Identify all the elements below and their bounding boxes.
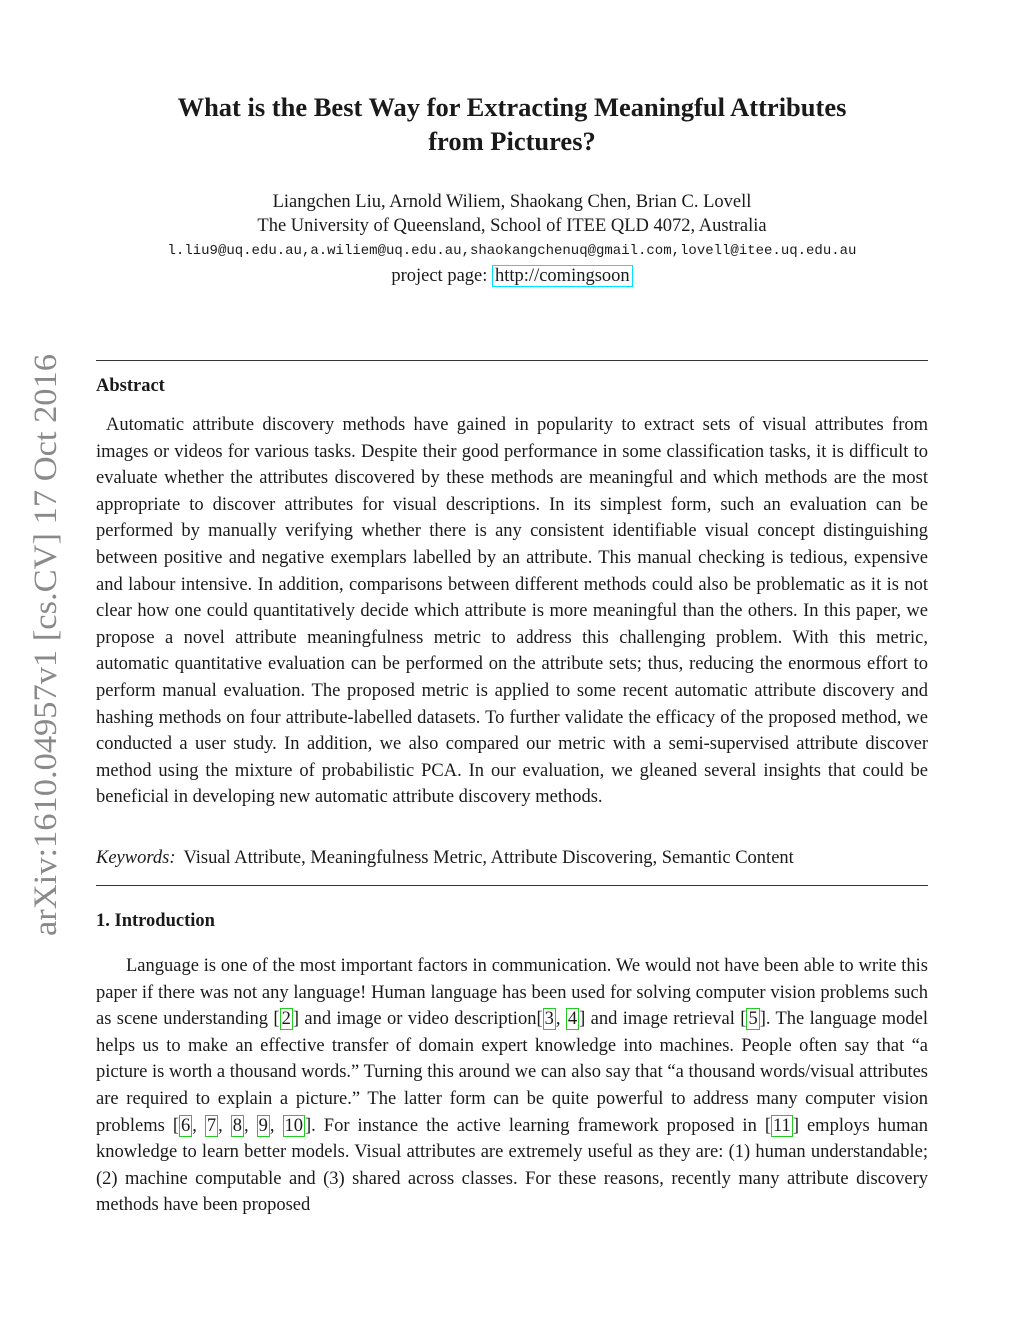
project-page bbox=[100, 264, 924, 288]
intro-text: ] employs human knowledge to learn better models. Visual attributes are extremely useful as they are: (1) human understandable; (2) machine computable and (3) shared across classes. For these reasons, recently many attribute discovery methods have been proposed bbox=[96, 1115, 929, 1216]
author-list: Liangchen Liu, Arnold Wiliem, Shaokang Chen, Brian C. Lovell bbox=[272, 192, 752, 212]
citation-link[interactable]: 2 bbox=[281, 1009, 291, 1030]
intro-text: ]. The language model helps us to make an effective transfer of domain expert knowledge into machines. People often say that “a picture is worth a thousand words.” Turning this around we can also say that “a thousand words/visual attributes are required to explain a picture.” The latter form can be quite powerful to address many computer vision problems [ bbox=[96, 1009, 929, 1136]
citation-link[interactable]: 5 bbox=[748, 1009, 758, 1030]
citation-link[interactable]: 6 bbox=[181, 1115, 191, 1136]
title-line-2: from Pictures? bbox=[428, 126, 596, 156]
citation-link[interactable]: 9 bbox=[258, 1115, 268, 1136]
citation-link[interactable]: 4 bbox=[567, 1009, 578, 1030]
project-label: project page: bbox=[391, 266, 493, 286]
introduction-heading: 1. Introduction bbox=[96, 911, 215, 931]
bottom-divider bbox=[96, 885, 928, 886]
arxiv-stamp-text: arXiv:1610.04957v1 [cs.CV] 17 Oct 2016 bbox=[28, 378, 64, 936]
citation-link[interactable]: 10 bbox=[284, 1115, 304, 1136]
abstract-body: Automatic attribute discovery methods have gained in popularity to extract sets of visual attributes from images or videos for various tasks. Despite their good performance in some classification tasks, it is difficult to evaluate whether the attributes discovered by these methods are meaningful and which methods are the most appropriate to discover attributes for visual descriptions. In its simplest form, such an evaluation can be performed by manually verifying whether there is any consistent identifiable visual concept distinguishing between positive and negative exemplars labelled by an attribute. This manual checking is tedious, expensive and labour intensive. In addition, comparisons between different methods could also be problematic as it is not clear how one could quantitatively decide which attribute is more meaningful than the others. In this paper, we propose a novel attribute meaningfulness metric to address this challenging problem. With this metric, automatic quantitative evaluation can be performed on the attribute sets; thus, reducing the enormous effort to perform manual evaluation. The proposed metric is applied to some recent automatic attribute discovery and hashing methods on four attribute-labelled datasets. To further validate the efficacy of the proposed method, we conducted a user study. In addition, we also compared our metric with a semi-supervised attribute discover method using the mixture of probabilistic PCA. In our evaluation, we gleaned several insights that could be beneficial in developing new automatic attribute discovery methods. bbox=[96, 415, 928, 808]
keywords-line bbox=[96, 845, 928, 871]
intro-text: ] and image retrieval [ bbox=[579, 1009, 747, 1030]
introduction-body bbox=[96, 953, 928, 1219]
title-line-1: What is the Best Way for Extracting Meaningful Attributes bbox=[177, 92, 847, 122]
abstract-heading: Abstract bbox=[96, 376, 165, 396]
keywords-label: Keywords: bbox=[96, 848, 176, 868]
intro-text: , bbox=[218, 1115, 231, 1136]
citation-link[interactable]: 11 bbox=[772, 1115, 791, 1136]
intro-text: ] and image or video description[ bbox=[292, 1009, 543, 1030]
intro-text: , bbox=[269, 1115, 283, 1136]
intro-text: , bbox=[244, 1115, 257, 1136]
arxiv-stamp bbox=[22, 350, 66, 940]
intro-text: , bbox=[555, 1009, 566, 1030]
citation-link[interactable]: 3 bbox=[544, 1009, 554, 1030]
intro-text: , bbox=[192, 1115, 205, 1136]
intro-text: ]. For instance the active learning framework proposed in [ bbox=[305, 1115, 771, 1136]
email-list: l.liu9@uq.edu.au,a.wiliem@uq.edu.au,shaokangchenuq@gmail.com,lovell@itee.uq.edu.au bbox=[167, 243, 857, 259]
citation-link[interactable]: 7 bbox=[206, 1115, 217, 1136]
top-divider bbox=[96, 360, 928, 361]
affiliation: The University of Queensland, School of ITEE QLD 4072, Australia bbox=[257, 216, 767, 236]
author-block bbox=[100, 190, 924, 238]
project-link[interactable]: http://comingsoon bbox=[492, 265, 633, 287]
keywords-text: Visual Attribute, Meaningfulness Metric, Attribute Discovering, Semantic Content bbox=[183, 848, 794, 868]
intro-text: Language is one of the most important factors in communication. We would not have been able to write this paper if there was not any language! Human language has been used for solving computer vision problems such as scene understanding [ bbox=[96, 956, 928, 1030]
citation-link[interactable]: 8 bbox=[232, 1115, 243, 1136]
paper-title bbox=[100, 90, 924, 158]
